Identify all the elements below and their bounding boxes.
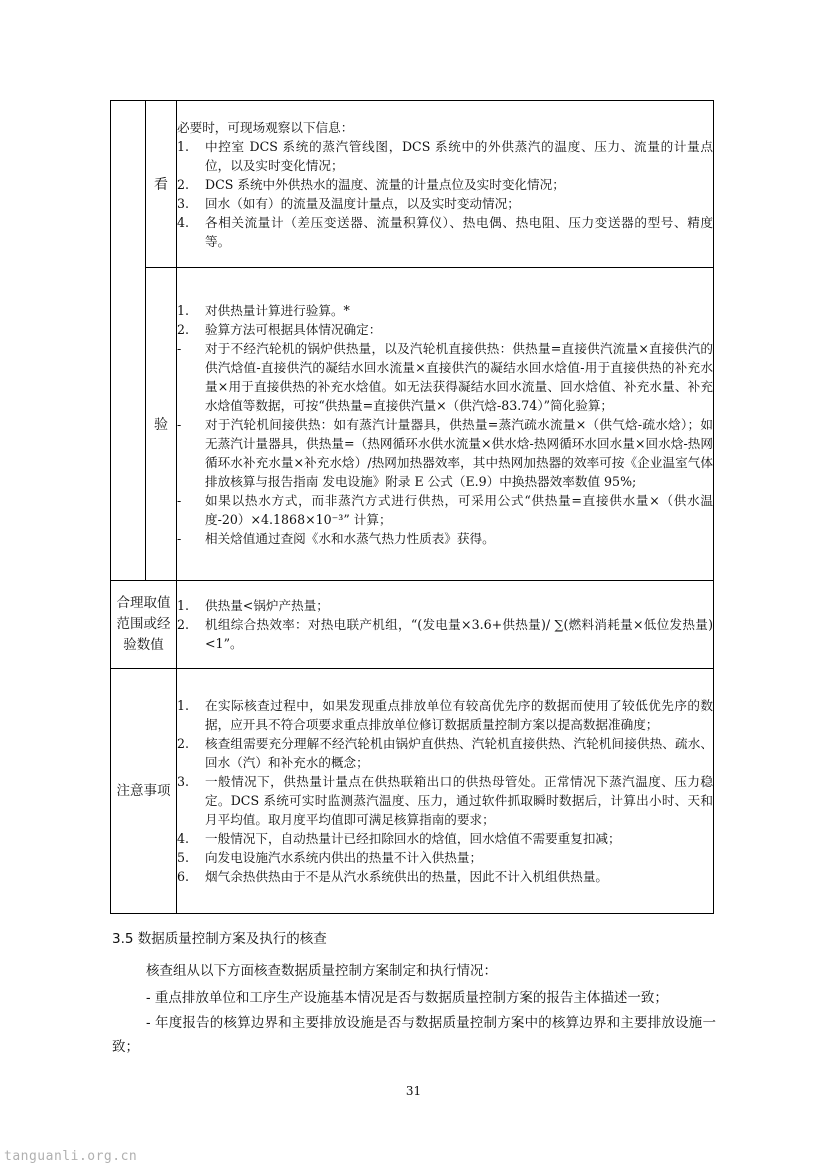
- content-kan: [177, 101, 714, 268]
- list-item: 6. 烟气余热供热由于不是从汽水系统供出的热量，因此不计入机组供热量。: [177, 869, 608, 884]
- blank-cell: [111, 101, 146, 581]
- list-item: 1. 中控室 DCS 系统的蒸汽管线图，DCS 系统中的外供蒸汽的温度、压力、流量的计量点位，以及实时变化情况；: [177, 138, 713, 173]
- label-heli: 合理取值范围或经验数值: [111, 581, 177, 669]
- label-kan: 看: [146, 101, 177, 268]
- paragraph: 核查组从以下方面核查数据质量控制方案制定和执行情况：: [146, 963, 497, 979]
- paragraph: - 重点排放单位和工序生产设施基本情况是否与数据质量控制方案的报告主体描述一致；: [146, 990, 668, 1006]
- list-item: 2. 核查组需要充分理解不经汽轮机由锅炉直供热、汽轮机直接供热、汽轮机间接供热、疏水、回水（汽）和补充水的概念；: [177, 736, 713, 770]
- list-item: - 对于不经汽轮机的锅炉供热量，以及汽轮机直接供热：供热量=直接供汽流量×直接供汽的供汽焓值-直接供汽的凝结水回水流量×直接供汽的凝结水回水焓值-用于直接供热的补充水量×用于直接供热的补充水焓值。如无法获得凝结水回水流量、回水焓值、补充水量、补充水焓值等数据，可按“供热量=直接供汽量×（供汽焓-83.74）”简化验算；: [177, 340, 713, 413]
- verification-table: [110, 100, 714, 914]
- watermark: tanguanli.org.cn: [4, 1149, 138, 1164]
- list-item: 1. 供热量<锅炉产热量；: [177, 598, 329, 613]
- content-yan: [177, 268, 714, 581]
- list-item: 4. 各相关流量计（差压变送器、流量积算仪）、热电偶、热电阻、压力变送器的型号、精度等。: [177, 214, 713, 249]
- list-item: - 如果以热水方式，而非蒸汽方式进行供热，可采用公式“供热量=直接供水量×（供水温度-20）×4.1868×10⁻³” 计算；: [177, 492, 713, 527]
- row-yan: [111, 268, 714, 581]
- list-item: 2. DCS 系统中外供热水的温度、流量的计量点位及实时变化情况；: [177, 176, 565, 192]
- paragraph: - 年度报告的核算边界和主要排放设施是否与数据质量控制方案中的核算边界和主要排放设施一致；: [112, 1015, 716, 1055]
- label-yan: 验: [146, 268, 177, 581]
- list-item: 1. 在实际核查过程中，如果发现重点排放单位有较高优先序的数据而使用了较低优先序的数据，应开具不符合项要求重点排放单位修订数据质量控制方案以提高数据准确度；: [177, 698, 713, 732]
- list-item: 2. 机组综合热效率：对热电联产机组，“(发电量×3.6+供热量)/ ∑(燃料消耗量×低位发热量)<1”。: [177, 617, 713, 651]
- list-item: 2. 验算方法可根据具体情况确定：: [177, 321, 382, 337]
- row-heli: [111, 581, 714, 669]
- list-item: 1. 对供热量计算进行验算。*: [177, 302, 350, 318]
- section-title: 3.5 数据质量控制方案及执行的核查: [112, 931, 327, 947]
- row-kan: [111, 101, 714, 268]
- list-item: 4. 一般情况下，自动热量计已经扣除回水的焓值，回水焓值不需要重复扣减；: [177, 831, 621, 846]
- label-zhuyi: 注意事项: [111, 669, 177, 914]
- list-item: - 相关焓值通过查阅《水和水蒸气热力性质表》获得。: [177, 530, 495, 546]
- content-heli: [177, 581, 714, 669]
- list-item: 5. 向发电设施汽水系统内供出的热量不计入供热量；: [177, 850, 483, 865]
- list-item: 3. 一般情况下，供热量计量点在供热联箱出口的供热母管处。正常情况下蒸汽温度、压力稳定。DCS 系统可实时监测蒸汽温度、压力，通过软件抓取瞬时数据后，计算出小时、天和月平均值。取月度平均值即可满足核算指南的要求；: [177, 774, 713, 827]
- list-item: 3. 回水（如有）的流量及温度计量点，以及实时变动情况；: [177, 195, 520, 211]
- row-zhuyi: [111, 669, 714, 914]
- page-number: 31: [405, 1084, 422, 1098]
- list-item: - 对于汽轮机间接供热：如有蒸汽计量器具，供热量=蒸汽疏水流量×（供气焓-疏水焓）；如无蒸汽计量器具，供热量=（热网循环水供水流量×供水焓-热网循环水回水量×回水焓-热网循环水补充水量×补充水焓）/热网加热器效率，其中热网加热器的效率可按《企业温室气体排放核算与报告指南 发电设施》附录 E 公式（E.9）中换热器效率数值 95%;: [177, 416, 713, 489]
- content-zhuyi: [177, 669, 714, 914]
- kan-intro: 必要时，可现场观察以下信息：: [177, 119, 354, 135]
